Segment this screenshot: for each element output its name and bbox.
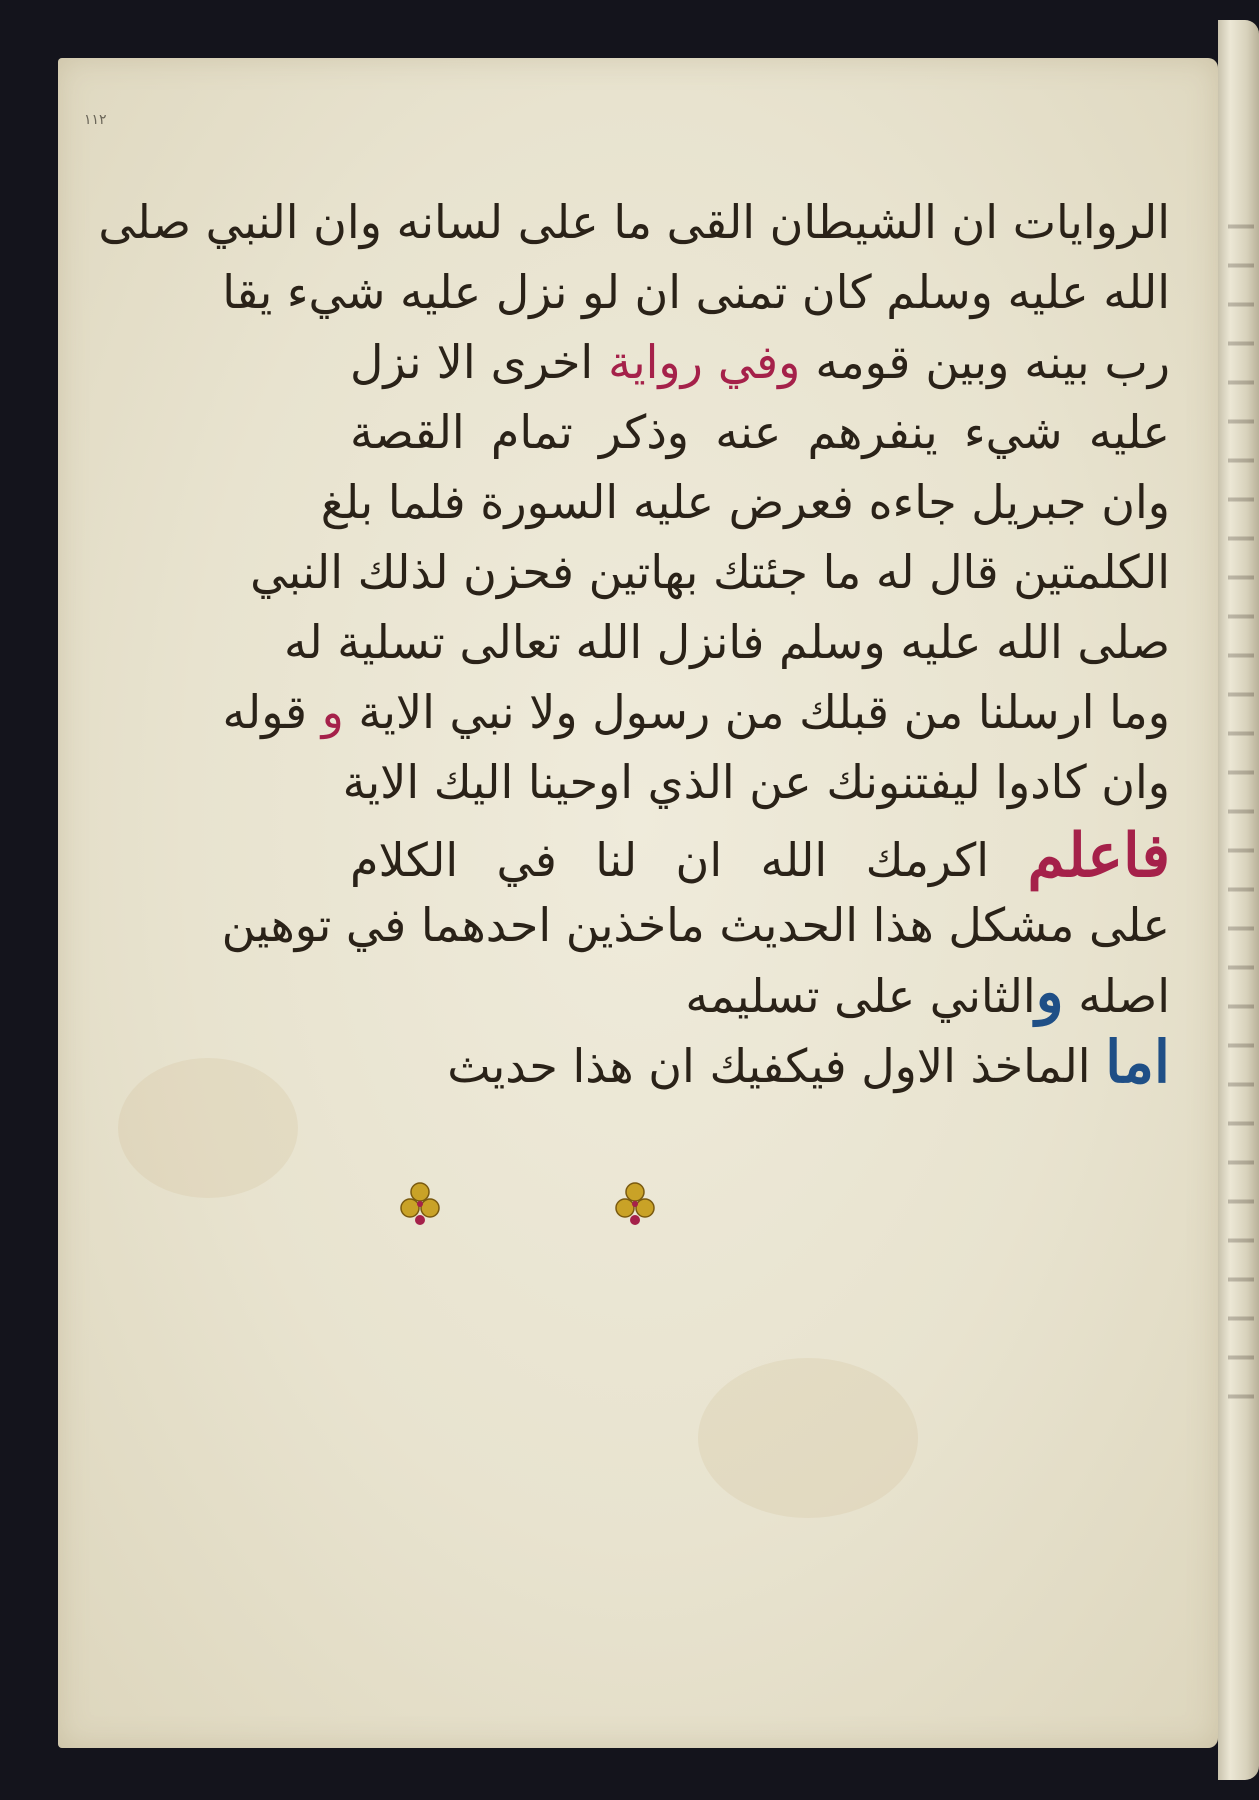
text-line — [222, 675, 1170, 749]
text-segment: الكلمتين قال له ما جئتك بهاتين فحزن لذلك النبي — [250, 545, 1170, 599]
text-line — [221, 888, 1170, 962]
text-line — [350, 325, 1170, 399]
text-segment: اصله — [1063, 969, 1170, 1023]
verse-marker-rosette — [613, 1182, 657, 1226]
text-line — [560, 955, 1170, 1029]
text-segment: اخرى الا نزل — [350, 335, 609, 389]
text-segment: الله عليه وسلم كان تمنى ان لو نزل عليه شيء يقا — [222, 265, 1170, 319]
text-line — [342, 745, 1170, 819]
text-line — [250, 535, 1170, 609]
rubric-segment: اما — [1105, 1028, 1170, 1096]
rubric-segment: وفي رواية — [608, 335, 801, 389]
text-segment: رب بينه وبين قومه — [800, 335, 1171, 389]
text-segment: قوله — [222, 685, 322, 739]
text-line — [350, 1025, 1170, 1099]
rubric-segment: و — [321, 685, 344, 739]
text-segment: الثاني على تسليمه — [685, 969, 1036, 1023]
text-segment: الروايات ان الشيطان القى ما على لسانه وان النبي صلى — [98, 195, 1170, 249]
text-segment: وان كادوا ليفتنونك عن الذي اوحينا اليك الاية — [342, 755, 1170, 809]
text-line — [283, 605, 1170, 679]
text-segment: صلى الله عليه وسلم فانزل الله تعالى تسلية له — [283, 615, 1170, 669]
text-segment: وان جبريل جاءه فعرض عليه السورة فلما بلغ — [320, 475, 1170, 529]
text-line — [350, 395, 1170, 469]
adjacent-page-text — [1228, 190, 1254, 1410]
paper-stain — [698, 1358, 918, 1518]
text-line — [350, 819, 1170, 893]
rubric-segment: فاعلم — [1027, 821, 1170, 891]
text-segment: اكرمك الله ان لنا في الكلام — [350, 833, 1028, 887]
text-line — [320, 465, 1170, 539]
verse-marker-rosette — [398, 1182, 442, 1226]
text-segment: على مشكل هذا الحديث ماخذين احدهما في توهين — [221, 898, 1170, 952]
text-segment: عليه شيء ينفرهم عنه وذكر تمام القصة — [350, 405, 1170, 459]
text-segment: الماخذ الاول فيكفيك ان هذا حديث — [447, 1039, 1106, 1093]
paper-stain — [118, 1058, 298, 1198]
text-line — [98, 185, 1170, 259]
text-segment: وما ارسلنا من قبلك من رسول ولا نبي الاية — [343, 685, 1170, 739]
rubric-segment: و — [1035, 958, 1064, 1026]
text-block — [98, 185, 1171, 1360]
text-line — [222, 255, 1170, 329]
folio-number: ١١٢ — [84, 112, 107, 128]
